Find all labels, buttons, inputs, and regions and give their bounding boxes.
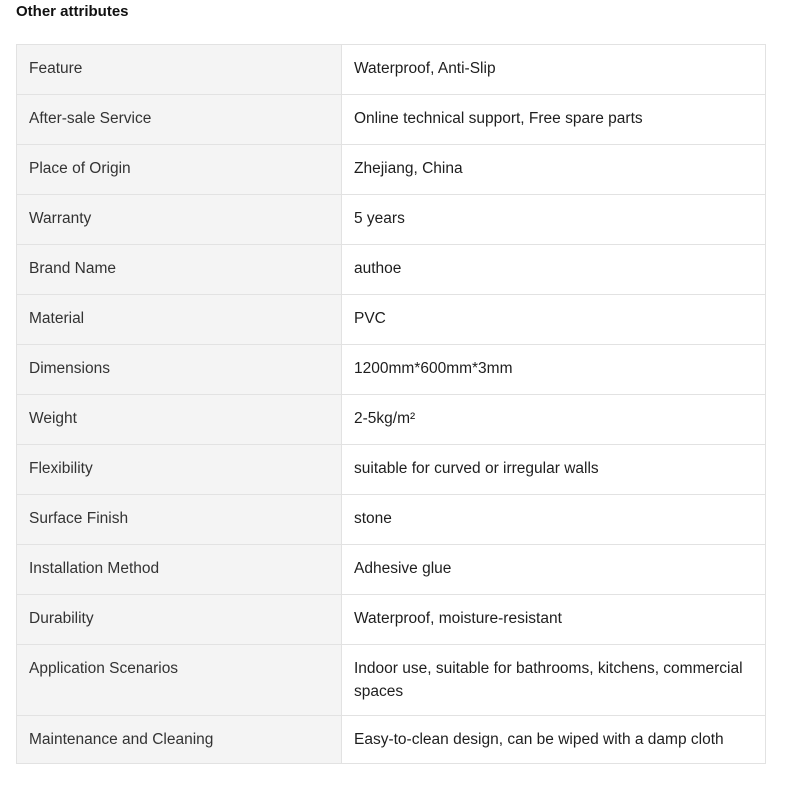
table-row-installation-method — [17, 545, 766, 595]
attribute-label: Weight — [17, 395, 342, 445]
attribute-label: Installation Method — [17, 545, 342, 595]
section-title: Other attributes — [16, 3, 129, 20]
attribute-value: PVC — [342, 295, 766, 345]
attribute-label: Surface Finish — [17, 495, 342, 545]
attribute-value: 5 years — [342, 195, 766, 245]
table-row-dimensions — [17, 345, 766, 395]
attribute-value: Online technical support, Free spare parts — [342, 95, 766, 145]
table-row-feature — [17, 45, 766, 95]
attribute-label: Dimensions — [17, 345, 342, 395]
table-row-maintenance-and-cleaning — [17, 716, 766, 764]
attribute-value: Indoor use, suitable for bathrooms, kitchens, commercial spaces — [342, 645, 766, 716]
table-row-brand-name — [17, 245, 766, 295]
attribute-label: Flexibility — [17, 445, 342, 495]
attribute-label: After-sale Service — [17, 95, 342, 145]
attributes-table — [16, 44, 766, 764]
attribute-label: Durability — [17, 595, 342, 645]
attribute-value: suitable for curved or irregular walls — [342, 445, 766, 495]
attribute-label: Feature — [17, 45, 342, 95]
attribute-label: Material — [17, 295, 342, 345]
table-row-after-sale-service — [17, 95, 766, 145]
attribute-value: Waterproof, moisture-resistant — [342, 595, 766, 645]
attribute-label: Maintenance and Cleaning — [17, 716, 342, 764]
table-row-flexibility — [17, 445, 766, 495]
table-row-surface-finish — [17, 495, 766, 545]
attribute-value: Easy-to-clean design, can be wiped with a damp cloth — [342, 716, 766, 764]
attribute-value: authoe — [342, 245, 766, 295]
table-row-place-of-origin — [17, 145, 766, 195]
attribute-value: 1200mm*600mm*3mm — [342, 345, 766, 395]
attribute-value: Waterproof, Anti-Slip — [342, 45, 766, 95]
attribute-label: Warranty — [17, 195, 342, 245]
attribute-value: 2-5kg/m² — [342, 395, 766, 445]
attribute-value: stone — [342, 495, 766, 545]
attribute-label: Brand Name — [17, 245, 342, 295]
table-row-application-scenarios — [17, 645, 766, 716]
attribute-value: Adhesive glue — [342, 545, 766, 595]
attribute-label: Application Scenarios — [17, 645, 342, 716]
table-row-material — [17, 295, 766, 345]
table-row-weight — [17, 395, 766, 445]
table-row-warranty — [17, 195, 766, 245]
table-row-durability — [17, 595, 766, 645]
attribute-label: Place of Origin — [17, 145, 342, 195]
attribute-value: Zhejiang, China — [342, 145, 766, 195]
